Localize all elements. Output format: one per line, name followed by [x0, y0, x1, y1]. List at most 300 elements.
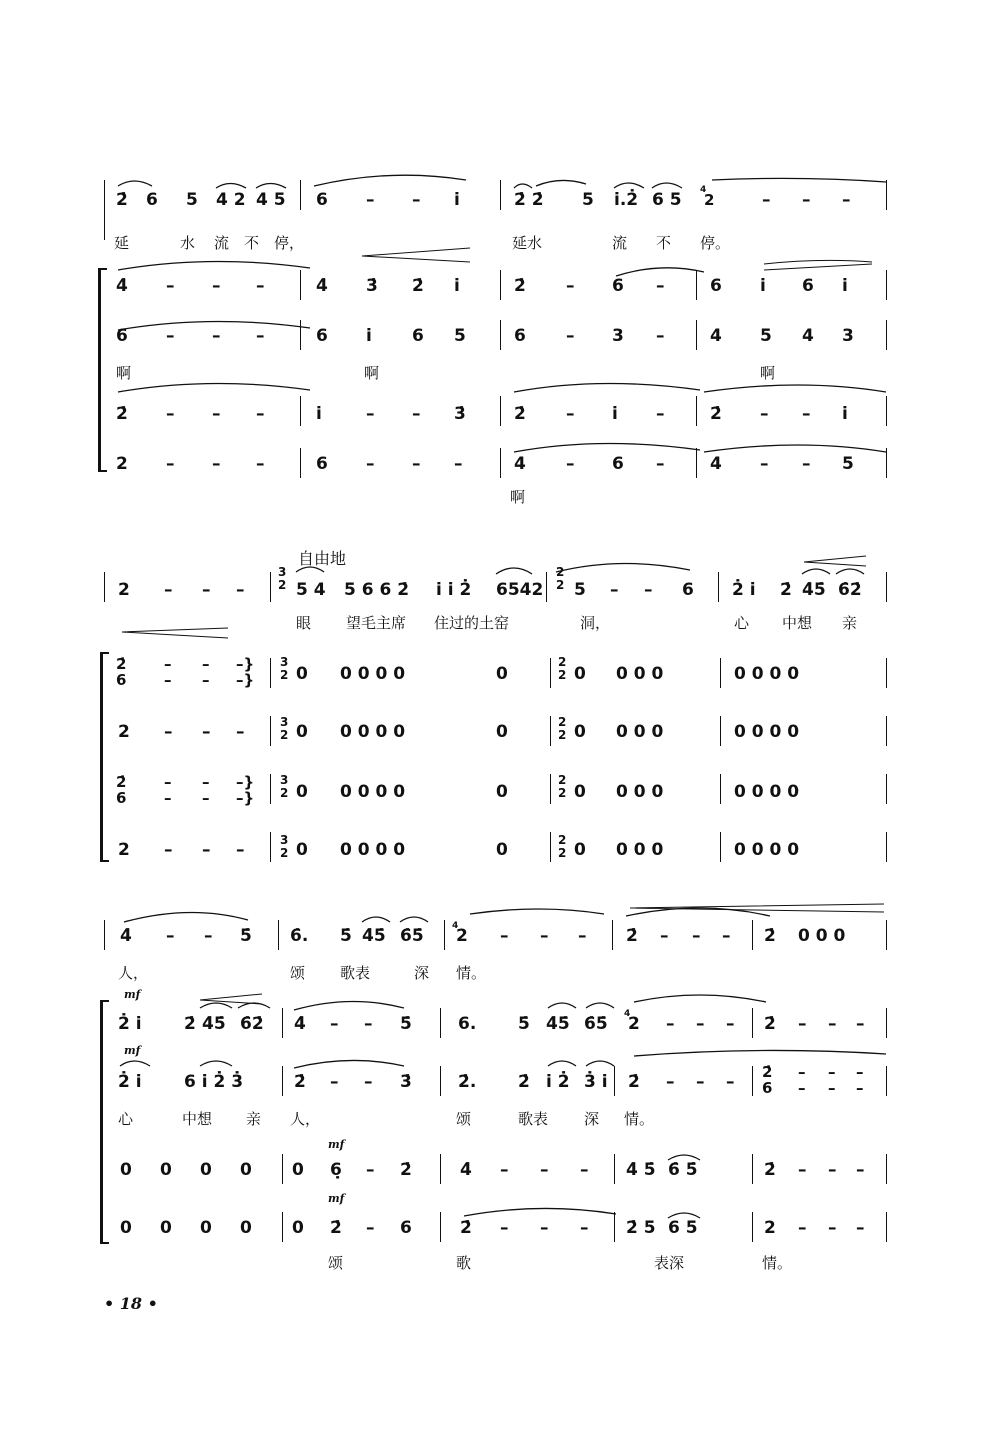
note: 5 6 6 2̇ — [344, 580, 410, 600]
note: – – — [164, 773, 172, 807]
note: 3̇ — [454, 404, 466, 424]
note: – — [856, 1014, 865, 1034]
rest: 0 — [296, 782, 308, 802]
note: 2̇. — [458, 1072, 477, 1092]
note: – — [166, 276, 175, 296]
time-signature: 2 2 — [558, 715, 567, 742]
note: 3 — [612, 326, 624, 346]
lyric: 心 — [734, 614, 750, 632]
note: – — [696, 1072, 705, 1092]
lyric: 情。 — [624, 1110, 655, 1128]
note: 6̇. — [290, 926, 309, 946]
note: – — [760, 404, 769, 424]
note: 2 — [118, 840, 130, 860]
note: 2̇ 6 — [116, 773, 127, 807]
barline — [886, 180, 887, 210]
note: – — [236, 722, 245, 742]
note: 5 — [760, 326, 772, 346]
note: – — [366, 454, 375, 474]
note: 2̇ — [628, 1072, 640, 1092]
note: – — [580, 1218, 589, 1238]
barline — [696, 396, 697, 426]
barline — [500, 320, 501, 350]
rest: 0 — [120, 1160, 132, 1180]
note: –} –} — [236, 655, 255, 689]
note: 2̇ — [460, 1218, 472, 1238]
barline — [440, 1212, 441, 1242]
note: – — [412, 190, 421, 210]
note: – — [164, 580, 173, 600]
barline — [886, 270, 887, 300]
note: 6. — [458, 1014, 477, 1034]
note: 2̇ — [764, 1014, 776, 1034]
lyric: 颂 — [290, 964, 306, 982]
note: 2̇ 2̇ — [514, 190, 544, 210]
barline — [886, 320, 887, 350]
note: 2̇ — [184, 1014, 196, 1034]
note: – — [656, 454, 665, 474]
note: – — [656, 404, 665, 424]
barline — [718, 572, 719, 602]
rest: 0 — [240, 1160, 252, 1180]
note: – – — [856, 1063, 864, 1097]
note: 4̇ — [460, 1160, 472, 1180]
note: – — [366, 1160, 375, 1180]
lyric: 歌 — [456, 1254, 472, 1272]
note: 4 2 — [216, 190, 246, 210]
barline — [282, 1008, 283, 1038]
barline — [886, 832, 887, 862]
note: 2̇ 6 — [116, 655, 127, 689]
note: 6̇2̇ — [838, 580, 862, 600]
time-signature: 2 2 — [558, 655, 567, 682]
rest: 0 — [160, 1218, 172, 1238]
barline — [282, 1066, 283, 1096]
note: – — [722, 926, 731, 946]
rest: 0 — [200, 1160, 212, 1180]
note: 2̇ i — [732, 580, 756, 600]
note: 2̇ — [710, 404, 722, 424]
note: – — [828, 1014, 837, 1034]
rest: 0 — [496, 782, 508, 802]
note: 5 — [574, 580, 586, 600]
barline — [886, 658, 887, 688]
note: – — [566, 326, 575, 346]
note: 5̇ — [240, 926, 252, 946]
note: – — [256, 404, 265, 424]
rest: 0 — [296, 664, 308, 684]
note: 2 — [118, 722, 130, 742]
note: – — [762, 190, 771, 210]
dynamic-mf: mf — [124, 988, 141, 1001]
barline — [270, 658, 271, 688]
note: – – — [202, 773, 210, 807]
note: – — [660, 926, 669, 946]
note: – — [166, 454, 175, 474]
note: 2̇ — [514, 404, 526, 424]
barline — [270, 716, 271, 746]
barline — [278, 920, 279, 950]
barline — [752, 1008, 753, 1038]
lyric: 情。 — [762, 1254, 793, 1272]
rest: 0 — [296, 840, 308, 860]
lyric: 啊 — [116, 364, 132, 382]
rest: 0 0 0 0 — [734, 664, 800, 684]
note: 6 i 2̇ 3̇ — [184, 1072, 244, 1092]
note: – — [726, 1014, 735, 1034]
note: 2̇ — [116, 404, 128, 424]
barline — [752, 1212, 753, 1242]
lyric: 停。 — [700, 234, 731, 252]
note: 4 — [514, 454, 526, 474]
lyric: 啊 — [364, 364, 380, 382]
rest: 0 — [496, 722, 508, 742]
barline — [270, 774, 271, 804]
time-signature: 2 2 — [556, 565, 565, 592]
note: – — [666, 1072, 675, 1092]
lyric: 望毛主席 — [346, 614, 407, 632]
rest: 0 — [296, 722, 308, 742]
barline — [886, 716, 887, 746]
lyric: 啊 — [760, 364, 776, 382]
rest: 0 0 0 — [616, 664, 664, 684]
rest: 0 — [574, 722, 586, 742]
rest: 0 0 0 0 — [340, 722, 406, 742]
lyric: 延水 — [512, 234, 543, 252]
note: – — [164, 722, 173, 742]
note: – — [204, 926, 213, 946]
note: – — [500, 1160, 509, 1180]
note: – — [412, 454, 421, 474]
lyric: 啊 — [510, 488, 526, 506]
note: – — [828, 1218, 837, 1238]
barline — [886, 1212, 887, 1242]
lyric: 表深 — [654, 1254, 685, 1272]
note: i — [760, 276, 766, 296]
barline — [720, 716, 721, 746]
time-signature: 3 2 — [280, 715, 289, 742]
barline — [614, 1066, 615, 1096]
time-signature: 3 2 — [280, 833, 289, 860]
barline — [886, 1008, 887, 1038]
note: 6 — [612, 276, 624, 296]
note: – — [166, 926, 175, 946]
barline — [696, 320, 697, 350]
note: 5̇ — [400, 1014, 412, 1034]
barline — [300, 448, 301, 478]
lyric: 住过的土窑 — [434, 614, 510, 632]
lyric: 眼 — [296, 614, 312, 632]
lyric: 人， — [118, 964, 149, 982]
note: 6 — [316, 326, 328, 346]
lyric: 深 — [584, 1110, 600, 1128]
note: – — [578, 926, 587, 946]
rest: 0 — [200, 1218, 212, 1238]
note: – — [236, 580, 245, 600]
note: 6 — [116, 326, 128, 346]
note: 3̇ — [400, 1072, 412, 1092]
note: – — [566, 454, 575, 474]
note: – — [644, 580, 653, 600]
note: 5̇ — [340, 926, 352, 946]
note: – — [212, 326, 221, 346]
note: – — [856, 1160, 865, 1180]
note: 4̇ — [116, 276, 128, 296]
note: 6542 — [496, 580, 544, 600]
note: 2̇ — [330, 1218, 342, 1238]
barline — [752, 920, 753, 950]
note: 4̇5̇ — [362, 926, 386, 946]
note: – — [828, 1160, 837, 1180]
note: – — [566, 404, 575, 424]
lyric: 人， — [290, 1110, 321, 1128]
note: 6̇ 5̇ — [668, 1160, 698, 1180]
barline — [500, 270, 501, 300]
barline — [612, 920, 613, 950]
note: – — [236, 840, 245, 860]
lyric: 流 — [612, 234, 628, 252]
note: 4̇ — [294, 1014, 306, 1034]
note: – — [166, 326, 175, 346]
lyric: 不 — [244, 234, 260, 252]
note: 6̇2̇ — [240, 1014, 264, 1034]
note: –} –} — [236, 773, 255, 807]
note: – — [256, 326, 265, 346]
note: 6 — [612, 454, 624, 474]
note: – — [856, 1218, 865, 1238]
note: 6 — [682, 580, 694, 600]
melody-notes: 2̇ — [116, 190, 128, 210]
time-signature: 4 — [452, 921, 459, 931]
note: 2 — [764, 1218, 776, 1238]
lyric: 颂 — [328, 1254, 344, 1272]
note: 2̇ i — [118, 1072, 142, 1092]
rest: 0 — [496, 664, 508, 684]
note: – — [256, 276, 265, 296]
rest: 0 — [240, 1218, 252, 1238]
note: 6̇5̇ — [400, 926, 424, 946]
note: – — [500, 1218, 509, 1238]
note: i — [316, 404, 322, 424]
note: 6 — [710, 276, 722, 296]
note: 4̇5̇ — [802, 580, 826, 600]
note: 6 — [316, 454, 328, 474]
rest: 0 0 0 0 — [734, 840, 800, 860]
tempo-marking: 自由地 — [298, 549, 347, 568]
note: i — [842, 276, 848, 296]
note: – — [726, 1072, 735, 1092]
barline — [550, 658, 551, 688]
note: – — [798, 1160, 807, 1180]
note: 3̇ i — [584, 1072, 608, 1092]
rest: 0 0 0 0 — [340, 782, 406, 802]
note: – — [802, 454, 811, 474]
barline — [500, 396, 501, 426]
page-number: • 18 • — [104, 1294, 158, 1313]
barline — [550, 832, 551, 862]
note: 2̇ 6 — [762, 1063, 773, 1097]
note: – — [166, 404, 175, 424]
rest: 0 0 0 0 — [734, 782, 800, 802]
note: – — [656, 276, 665, 296]
note: – — [364, 1072, 373, 1092]
choir-brace — [100, 1000, 109, 1244]
note: 6 5 — [652, 190, 682, 210]
lyric: 延 — [114, 234, 130, 252]
note: 2 — [116, 454, 128, 474]
note: – — [256, 454, 265, 474]
barline — [886, 774, 887, 804]
note: 6 — [802, 276, 814, 296]
barline — [720, 658, 721, 688]
note: 2̇ — [626, 926, 638, 946]
time-signature: 4 — [624, 1009, 631, 1019]
note: – — [330, 1014, 339, 1034]
lyric: 情。 — [456, 964, 487, 982]
note: 2̇ — [764, 1160, 776, 1180]
barline — [720, 832, 721, 862]
note: i 2̇ — [546, 1072, 570, 1092]
barline — [550, 716, 551, 746]
rest: 0 0 0 0 — [340, 664, 406, 684]
barline — [886, 396, 887, 426]
lyric: 深 — [414, 964, 430, 982]
note: 2 — [628, 1014, 640, 1034]
note: 6 — [316, 190, 328, 210]
note: – — [656, 326, 665, 346]
note: – — [540, 926, 549, 946]
note: – — [164, 840, 173, 860]
time-signature: 3 2 — [280, 773, 289, 800]
lyric: 不 — [656, 234, 672, 252]
note: – — [202, 722, 211, 742]
barline — [104, 572, 105, 602]
barline — [886, 448, 887, 478]
note: i.2̇ — [614, 190, 639, 210]
note: 2̇ — [780, 580, 792, 600]
note: – — [212, 404, 221, 424]
lyric: 中想 — [782, 614, 813, 632]
note: – — [366, 190, 375, 210]
note: 2̇ — [514, 276, 526, 296]
note: 4 — [710, 326, 722, 346]
barline — [614, 1212, 615, 1242]
note: i — [454, 190, 460, 210]
lyric: 颂 — [456, 1110, 472, 1128]
note: – — [366, 1218, 375, 1238]
note: 4̇5̇ — [546, 1014, 570, 1034]
rest: 0 0 0 — [798, 926, 846, 946]
rest: 0 — [574, 782, 586, 802]
note: – — [412, 404, 421, 424]
note: – — [666, 1014, 675, 1034]
note: 2 — [456, 926, 468, 946]
note: 6 — [146, 190, 158, 210]
barline — [614, 1154, 615, 1184]
lyric: 洞， — [580, 614, 611, 632]
note: – — [802, 404, 811, 424]
note: 4̇ — [120, 926, 132, 946]
rest: 0 0 0 — [616, 782, 664, 802]
rest: 0 — [292, 1218, 304, 1238]
note: 2̇ — [400, 1160, 412, 1180]
barline — [270, 832, 271, 862]
note: 6 5 — [668, 1218, 698, 1238]
barline — [546, 572, 547, 602]
note: 5̇ — [518, 1014, 530, 1034]
note: i i 2̇ — [436, 580, 472, 600]
lyric: 亲 — [842, 614, 858, 632]
barline — [300, 180, 301, 210]
note: – — [500, 926, 509, 946]
note: – — [798, 1014, 807, 1034]
dynamic-mf: mf — [124, 1044, 141, 1057]
barline — [886, 572, 887, 602]
barline — [752, 1154, 753, 1184]
note: – — [580, 1160, 589, 1180]
note: – – — [828, 1063, 836, 1097]
barline — [500, 180, 501, 210]
choir-brace — [100, 652, 109, 862]
note: 4̇ — [316, 276, 328, 296]
note: 6 — [514, 326, 526, 346]
dynamic-mf: mf — [328, 1138, 345, 1151]
note: – — [842, 190, 851, 210]
note: 2̇ — [412, 276, 424, 296]
note: 4 — [710, 454, 722, 474]
lyric: 亲 — [246, 1110, 262, 1128]
note: – — [802, 190, 811, 210]
time-signature: 3 2 — [278, 565, 287, 592]
barline — [440, 1154, 441, 1184]
note: 6̇5̇ — [584, 1014, 608, 1034]
note: 2 — [704, 191, 715, 209]
barline — [440, 1066, 441, 1096]
barline — [270, 572, 271, 602]
note: – — [798, 1218, 807, 1238]
barline — [500, 448, 501, 478]
lyric: 流 — [214, 234, 230, 252]
note: 2̇ i — [118, 1014, 142, 1034]
lyric: 歌表 — [518, 1110, 549, 1128]
barline — [300, 320, 301, 350]
barline — [282, 1154, 283, 1184]
note: – — [692, 926, 701, 946]
system-barline — [104, 180, 105, 240]
barline — [300, 270, 301, 300]
note: – — [212, 276, 221, 296]
note: – — [202, 840, 211, 860]
barline — [104, 920, 105, 950]
rest: 0 — [292, 1160, 304, 1180]
barline — [444, 920, 445, 950]
note: 4̇5̇ — [202, 1014, 226, 1034]
rest: 0 — [496, 840, 508, 860]
note: 4 — [802, 326, 814, 346]
rest: 0 0 0 — [616, 840, 664, 860]
barline — [440, 1008, 441, 1038]
note: – — [760, 454, 769, 474]
note: 2 — [118, 580, 130, 600]
lyric: 停， — [274, 234, 305, 252]
barline — [282, 1212, 283, 1242]
rest: 0 — [574, 664, 586, 684]
note: – – — [164, 655, 172, 689]
note: 2̇ 5 — [626, 1218, 656, 1238]
barline — [886, 920, 887, 950]
lyric: 心 — [118, 1110, 134, 1128]
dynamic-mf: mf — [328, 1192, 345, 1205]
